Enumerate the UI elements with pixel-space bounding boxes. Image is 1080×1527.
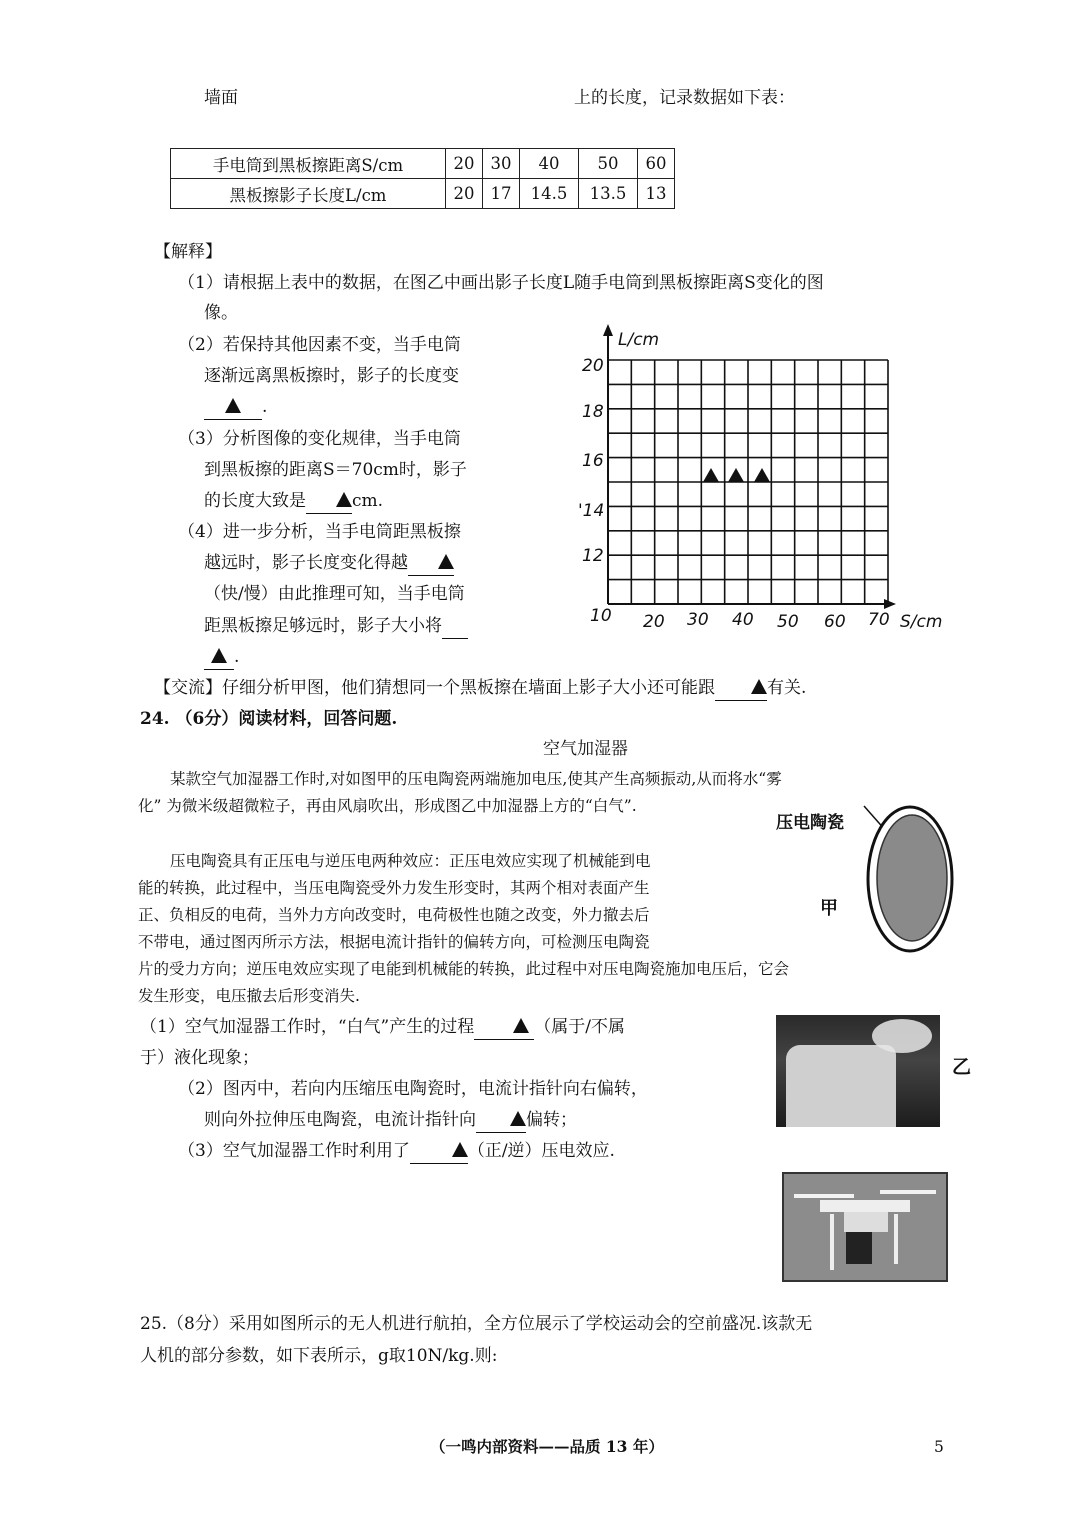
fig-jia-caption: 压电陶瓷 — [776, 813, 844, 833]
q23-p4e: . — [234, 647, 240, 667]
q23-p1a: （1）请根据上表中的数据，在图乙中画出影子长度L随手电筒到黑板擦距离S变化的图 — [178, 273, 824, 293]
data-table — [170, 148, 675, 209]
q23-p2c: . — [262, 397, 268, 417]
y-tick-label: 12 — [582, 546, 604, 566]
drone-icon — [784, 1174, 946, 1280]
y-tick-label: 16 — [582, 451, 604, 471]
answer-blank[interactable] — [715, 676, 767, 701]
table-cell: 17 — [483, 179, 520, 209]
piezo-disc-figure — [858, 800, 958, 960]
table-row — [171, 179, 675, 209]
table-cell: 20 — [446, 149, 483, 179]
y-tick-label: '14 — [578, 501, 605, 521]
triangle-marker-icon — [438, 554, 454, 569]
origin-label: 10 — [590, 606, 612, 626]
x-tick-label: 40 — [732, 610, 754, 630]
mist-cloud — [872, 1019, 932, 1053]
q25-line1: 25.（8分）采用如图所示的无人机进行航拍，全方位展示了学校运动会的空前盛况.该款无 — [140, 1314, 813, 1334]
x-tick-label: 50 — [777, 612, 799, 632]
answer-blank[interactable] — [476, 1108, 526, 1133]
q24-heading: 空气加湿器 — [543, 739, 628, 759]
q24-s3b: （正/逆）压电效应. — [467, 1141, 615, 1161]
table-row — [171, 149, 675, 179]
x-tick-label: 70 — [868, 610, 890, 630]
answer-blank[interactable] — [408, 551, 454, 576]
q24-s2b: 则向外拉伸压电陶瓷，电流计指针向 — [204, 1110, 476, 1130]
q24-s2a: （2）图丙中，若向内压缩压电陶瓷时，电流计指针向右偏转， — [178, 1079, 648, 1099]
triangle-marker-icon — [751, 679, 767, 694]
answer-blank[interactable] — [306, 489, 352, 514]
triangle-marker-icon — [211, 648, 227, 663]
x-axis-label: S/cm — [900, 612, 943, 632]
q24-s2-line — [204, 1108, 577, 1133]
q24-para2b: 能的转换，此过程中，当压电陶瓷受外力发生形变时，其两个相对表面产生 — [138, 879, 650, 897]
humidifier-photo — [776, 1015, 940, 1127]
q24-para2a: 压电陶瓷具有正压电与逆压电两种效应：正压电效应实现了机械能到电 — [170, 852, 651, 870]
answer-blank[interactable] — [204, 395, 262, 420]
table-cell: 50 — [579, 149, 638, 179]
q23-p2-blank-line — [204, 395, 267, 420]
q24-para1a: 某款空气加湿器工作时,对如图甲的压电陶瓷两端施加电压,使其产生高频振动,从而将水“雾 — [170, 770, 782, 788]
q24-para2e: 片的受力方向；逆压电效应实现了电能到机械能的转换，此过程中对压电陶瓷施加电压后，它会 — [138, 960, 790, 978]
q23-p4b: 越远时，影子长度变化得越 — [204, 553, 408, 573]
page-number: 5 — [934, 1438, 944, 1456]
q23-p4d: 距黑板擦足够远时，影子大小将 — [204, 616, 442, 636]
q24-s3-line — [178, 1139, 615, 1164]
q23-p4c: （快/慢）由此推理可知，当手电筒 — [204, 584, 465, 604]
humidifier-body — [786, 1045, 896, 1127]
q23-p4e-line — [204, 645, 239, 670]
y-tick-label: 18 — [582, 402, 604, 422]
table-cell: 20 — [446, 179, 483, 209]
q24-title: 24. （6分）阅读材料，回答问题. — [140, 709, 398, 729]
fig-yi-label: 乙 — [952, 1056, 972, 1078]
q24-s2c: 偏转； — [526, 1110, 577, 1130]
disc-inner — [877, 815, 947, 941]
table-cell: 30 — [483, 149, 520, 179]
q23-jiaoliu-line — [154, 676, 806, 701]
triangle-marker-icon — [703, 468, 719, 482]
y-axis-label: L/cm — [618, 330, 660, 350]
x-tick-labels — [643, 610, 890, 632]
q23-p2a: （2）若保持其他因素不变，当手电筒 — [178, 335, 461, 355]
q23-p4d-line — [204, 614, 468, 639]
section-jiaoliu: 【交流】仔细分析甲图，他们猜想同一个黑板擦在墙面上影子大小还可能跟 — [154, 678, 715, 698]
text-top-left: 墙面 — [204, 88, 238, 108]
table-cell: 手电筒到黑板擦距离S/cm — [171, 149, 446, 179]
q23-p4-blank-line — [204, 551, 454, 576]
q24-s1c: 于）液化现象； — [140, 1048, 259, 1068]
triangle-marker-icon — [336, 492, 352, 507]
triangle-marker-icon — [510, 1111, 526, 1126]
answer-blank-start[interactable] — [442, 614, 468, 639]
triangle-marker-icon — [452, 1142, 468, 1157]
q24-para2f: 发生形变，电压撤去后形变消失. — [138, 987, 360, 1005]
x-tick-label: 20 — [643, 612, 665, 632]
q23-p3c: 的长度大致是 — [204, 491, 306, 511]
q24-para1b: 化” 为微米级超微粒子，再由风扇吹出，形成图乙中加湿器上方的“白气”. — [138, 797, 637, 815]
q23-p3a: （3）分析图像的变化规律，当手电筒 — [178, 429, 461, 449]
table-cell: 13.5 — [579, 179, 638, 209]
triangle-marker-icon — [513, 1018, 529, 1033]
x-tick-label: 60 — [824, 612, 846, 632]
table-cell: 黑板擦影子长度L/cm — [171, 179, 446, 209]
q23-p4a: （4）进一步分析，当手电筒距黑板擦 — [178, 522, 461, 542]
drone-photo — [782, 1172, 948, 1282]
y-tick-label: 20 — [582, 356, 604, 376]
q23-p2b: 逐渐远离黑板擦时，影子的长度变 — [204, 366, 459, 386]
text-top-right: 上的长度，记录数据如下表： — [574, 88, 795, 108]
table-cell: 60 — [638, 149, 675, 179]
x-axis-arrow-icon — [884, 599, 896, 609]
table-cell: 40 — [520, 149, 579, 179]
y-tick-labels — [578, 356, 604, 566]
table-cell: 14.5 — [520, 179, 579, 209]
graph-grid — [608, 360, 888, 604]
jiaoliu-end: 有关. — [767, 678, 807, 698]
answer-blank[interactable] — [204, 645, 234, 670]
section-jieshi: 【解释】 — [154, 242, 222, 262]
answer-blank[interactable] — [474, 1015, 534, 1040]
q24-s1-line — [140, 1015, 625, 1040]
q24-s3a: （3）空气加湿器工作时利用了 — [178, 1141, 410, 1161]
triangle-marker-icon — [728, 468, 744, 482]
x-tick-label: 30 — [687, 610, 709, 630]
triangle-marker-icon — [225, 398, 241, 413]
q23-p1b: 像。 — [204, 303, 238, 323]
q24-s1a: （1）空气加湿器工作时，“白气”产生的过程 — [140, 1017, 475, 1037]
q25-line2: 人机的部分参数，如下表所示，g取10N/kg.则: — [140, 1346, 498, 1366]
q23-p3b: 到黑板擦的距离S＝70cm时，影子 — [204, 460, 467, 480]
q24-para2c: 正、负相反的电荷，当外力方向改变时，电荷极性也随之改变，外力撤去后 — [138, 906, 650, 924]
graph-figure — [570, 318, 960, 638]
y-axis-arrow-icon — [603, 324, 613, 336]
answer-blank[interactable] — [410, 1139, 468, 1164]
footer-center: （一鸣内部资料——品质 13 年） — [430, 1437, 664, 1456]
triangle-marker-icon — [754, 468, 770, 482]
q24-para2d: 不带电，通过图丙所示方法，根据电流计指针的偏转方向，可检测压电陶瓷 — [138, 933, 650, 951]
q23-p3d: cm. — [352, 491, 384, 511]
fig-jia-label: 甲 — [820, 898, 838, 919]
q23-p3-blank-line — [204, 489, 383, 514]
q24-s1b: （属于/不属 — [534, 1017, 625, 1037]
table-cell: 13 — [638, 179, 675, 209]
